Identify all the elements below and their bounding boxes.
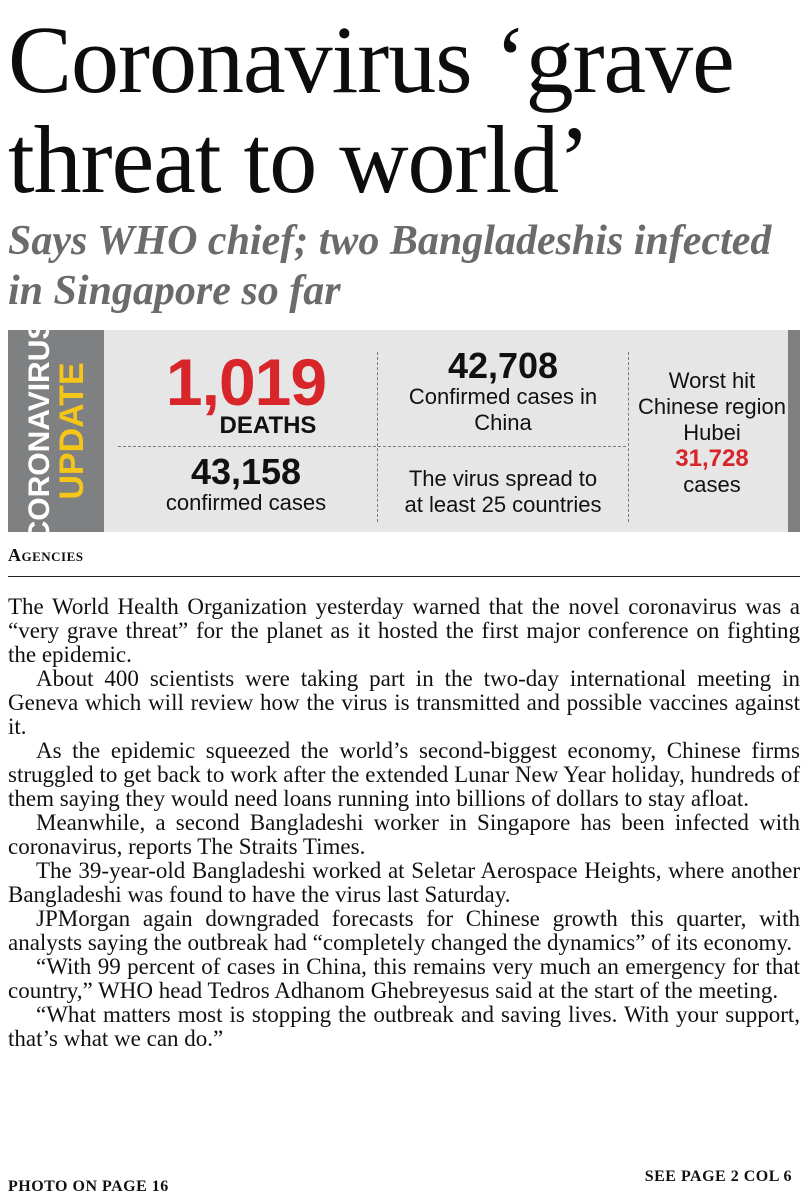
headline: Coronavirus ‘grave threat to world’ xyxy=(8,6,734,213)
confirmed-number: 43,158 xyxy=(190,451,302,492)
divider-vertical-1 xyxy=(377,352,378,522)
divider-horizontal xyxy=(118,446,626,447)
deaths-number: 1,019 xyxy=(165,345,327,419)
paragraph: As the epidemic squeezed the world’s second-biggest economy, Chinese firms struggled to get back to work after the extended Lunar New Year holiday, hundreds of them saying they would need loans running into billions of dollars to stay afloat. xyxy=(8,738,800,811)
hubei-number: 31,728 xyxy=(675,445,749,472)
china-label: Confirmed cases in China xyxy=(408,384,598,435)
right-accent-bar xyxy=(788,330,800,532)
confirmed-label: confirmed cases xyxy=(165,490,327,515)
deaths-label: DEATHS xyxy=(219,412,317,439)
paragraph: About 400 scientists were taking part in the two-day international meeting in Geneva which will review how the virus is transmitted and possible vaccines against it. xyxy=(8,666,800,739)
paragraph: “What matters most is stopping the outbreak and saving lives. With your support, that’s what we can do.” xyxy=(8,1002,800,1051)
update-tab xyxy=(8,319,104,543)
article-body xyxy=(8,595,800,1051)
paragraph: JPMorgan again downgraded forecasts for Chinese growth this quarter, with analysts saying the outbreak had “completely changed the dynamics” of its economy. xyxy=(8,906,800,955)
hubei-stat xyxy=(638,368,786,498)
photo-reference: PHOTO ON PAGE 16 xyxy=(8,1178,169,1195)
paragraph: “With 99 percent of cases in China, this remains very much an emergency for that country,” WHO head Tedros Adhanom Ghebreyesus said at the start of the meeting. xyxy=(8,954,800,1003)
hubei-suffix: cases xyxy=(683,472,741,497)
deaths-stat xyxy=(118,345,374,439)
subheadline: Says WHO chief; two Bangladeshis infected in Singapore so far xyxy=(8,218,772,314)
hubei-label: Worst hit Chinese region Hubei xyxy=(638,368,786,445)
update-tab-line2: UPDATE xyxy=(53,362,91,500)
paragraph: Meanwhile, a second Bangladeshi worker in Singapore has been infected with coronavirus, reports The Straits Times. xyxy=(8,810,800,859)
china-stat xyxy=(398,345,608,436)
coronavirus-update-box xyxy=(8,319,800,543)
spread-stat: The virus spread to at least 25 countries xyxy=(404,466,602,517)
update-tab-line1: CORONAVIRUS xyxy=(23,319,56,543)
update-tab-label xyxy=(23,319,91,543)
byline-rule xyxy=(8,576,800,577)
continued-reference: SEE PAGE 2 COL 6 xyxy=(644,1168,792,1185)
byline: Agencies xyxy=(8,545,84,565)
divider-vertical-2 xyxy=(628,352,629,522)
paragraph: The 39-year-old Bangladeshi worked at Seletar Aerospace Heights, where another Bangladeshi was found to have the virus last Saturday. xyxy=(8,858,800,907)
confirmed-stat xyxy=(118,451,374,516)
china-number: 42,708 xyxy=(447,345,559,386)
paragraph: The World Health Organization yesterday warned that the novel coronavirus was a “very grave threat” for the planet as it hosted the first major conference on fighting the epidemic. xyxy=(8,594,800,667)
